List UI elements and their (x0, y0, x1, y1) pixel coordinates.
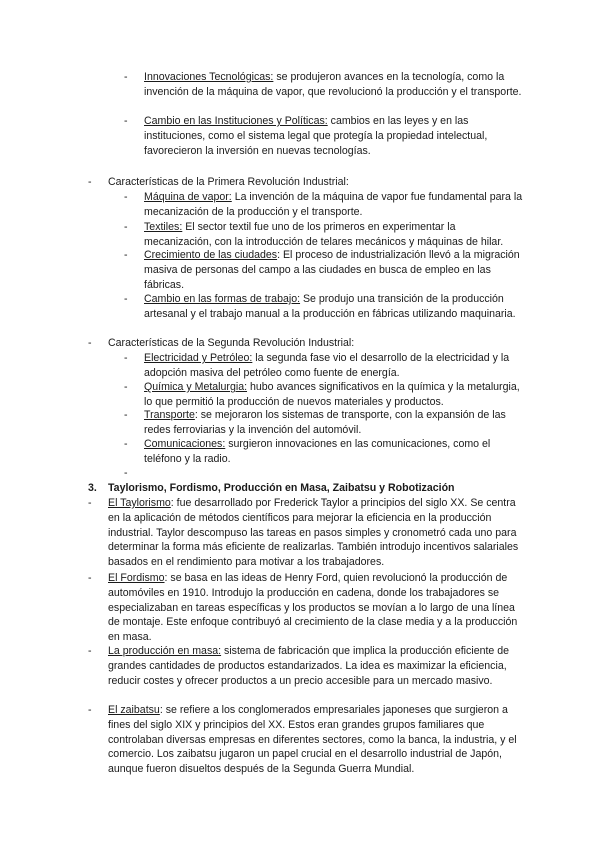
bullet-dash: - (124, 352, 128, 364)
item-desc: : se mejoraron los sistemas de transporte, con la expansión de las redes ferroviarias y la invención del automóvil. (144, 409, 506, 436)
item-desc: cambios en las leyes y en las instituciones, como el sistema legal que protegía la propiedad intelectual, favorecieron la inversión en nuevas tecnologías. (144, 115, 488, 157)
bullet-dash: - (88, 337, 92, 349)
bullet-dash: - (124, 293, 128, 305)
list-item-text (144, 114, 526, 158)
bullet-dash: - (88, 497, 92, 509)
item-desc: la segunda fase vio el desarrollo de la electricidad y la adopción masiva del petróleo como fuente de energía. (144, 352, 510, 379)
item-term: El Fordismo (108, 572, 165, 584)
item-desc: sistema de fabricación que implica la producción eficiente de grandes cantidades de productos estandarizados. La idea es maximizar la eficiencia, reducir costes y ofrecer productos a un precio accesible para un mercado masivo. (108, 645, 510, 687)
list-item-text (144, 248, 526, 292)
item-term: Innovaciones Tecnológicas: (144, 71, 274, 83)
list-item-text (108, 496, 528, 570)
section-number: 3. (88, 482, 97, 494)
list-item-text (108, 703, 528, 777)
item-term: El Taylorismo (108, 497, 171, 509)
list-item-text (108, 644, 528, 688)
list-item-text (108, 571, 528, 645)
bullet-dash: - (88, 572, 92, 584)
list-item-text (144, 70, 526, 100)
bullet-dash: - (124, 115, 128, 127)
bullet-dash: - (124, 409, 128, 421)
item-desc: se produjeron avances en la tecnología, como la invención de la máquina de vapor, que revolucionó la producción y el transporte. (144, 71, 522, 98)
item-desc: La invención de la máquina de vapor fue fundamental para la mecanización de la producción y el transporte. (144, 191, 523, 218)
list-item-text (144, 190, 526, 220)
list-item-text (144, 292, 526, 322)
item-desc: : se refiere a los conglomerados empresariales japoneses que surgieron a fines del siglo XIX y principios del XX. Estos eran grandes grupos familiares que controlaban diversas empresas en diferentes sectores, como la banca, la industria, y el comercio. Los zaibatsu jugaron un papel crucial en el desarrollo industrial de Japón, aunque fueron disueltos después de la Segunda Guerra Mundial. (108, 704, 517, 776)
bullet-dash: - (124, 221, 128, 233)
item-term: Comunicaciones: (144, 438, 226, 450)
bullet-dash: - (124, 249, 128, 261)
bullet-dash: - (124, 467, 128, 479)
bullet-dash: - (88, 176, 92, 188)
item-term: Crecimiento de las ciudades (144, 249, 278, 261)
section-heading: Características de la Primera Revolución Industrial: (108, 176, 349, 188)
list-item-text (144, 437, 530, 467)
item-term: Transporte (144, 409, 195, 421)
section-title: Taylorismo, Fordismo, Producción en Masa, Zaibatsu y Robotización (108, 482, 455, 494)
list-item-text (144, 408, 530, 438)
section-heading: Características de la Segunda Revolución Industrial: (108, 337, 355, 349)
item-term: El zaibatsu (108, 704, 160, 716)
item-desc: hubo avances significativos en la química y la metalurgia, lo que permitió la producción de nuevos materiales y productos. (144, 381, 520, 408)
item-term: Textiles: (144, 221, 183, 233)
bullet-dash: - (124, 191, 128, 203)
list-item-text (144, 380, 530, 410)
item-desc: : El proceso de industrialización llevó a la migración masiva de personas del campo a las ciudades en busca de empleo en las fábricas. (144, 249, 520, 291)
item-desc: surgieron innovaciones en las comunicaciones, como el teléfono y la radio. (144, 438, 491, 465)
bullet-dash: - (124, 71, 128, 83)
item-term: Máquina de vapor: (144, 191, 232, 203)
bullet-dash: - (88, 645, 92, 657)
bullet-dash: - (124, 381, 128, 393)
item-term: Cambio en las Instituciones y Políticas: (144, 115, 328, 127)
item-term: Química y Metalurgia: (144, 381, 248, 393)
bullet-dash: - (124, 438, 128, 450)
bullet-dash: - (88, 704, 92, 716)
item-term: Electricidad y Petróleo: (144, 352, 253, 364)
item-desc: : se basa en las ideas de Henry Ford, quien revolucionó la producción de automóviles en 1910. Introdujo la producción en cadena, donde los trabajadores se especializaban en tareas específicas y los productos se movían a lo largo de una línea de montaje. Este enfoque contribuyó al crecimiento de la clase media y a la producción en masa. (108, 572, 518, 644)
item-term: Cambio en las formas de trabajo: (144, 293, 301, 305)
list-item-text (144, 351, 530, 381)
item-desc: : fue desarrollado por Frederick Taylor a principios del siglo XX. Se centra en la aplicación de métodos científicos para mejorar la eficiencia en la producción industrial. Taylor descompuso las tareas en pasos simples y cronometró cada uno para determinar la forma más eficiente de realizarlas. También introdujo incentivos salariales basados en el rendimiento para motivar a los trabajadores. (108, 497, 519, 569)
item-desc: Se produjo una transición de la producción artesanal y el trabajo manual a la producción en fábricas utilizando maquinaria. (144, 293, 516, 320)
item-desc: El sector textil fue uno de los primeros en experimentar la mecanización, con la introducción de telares mecánicos y máquinas de hilar. (144, 221, 504, 248)
list-item-text (144, 220, 526, 250)
item-term: La producción en masa: (108, 645, 222, 657)
